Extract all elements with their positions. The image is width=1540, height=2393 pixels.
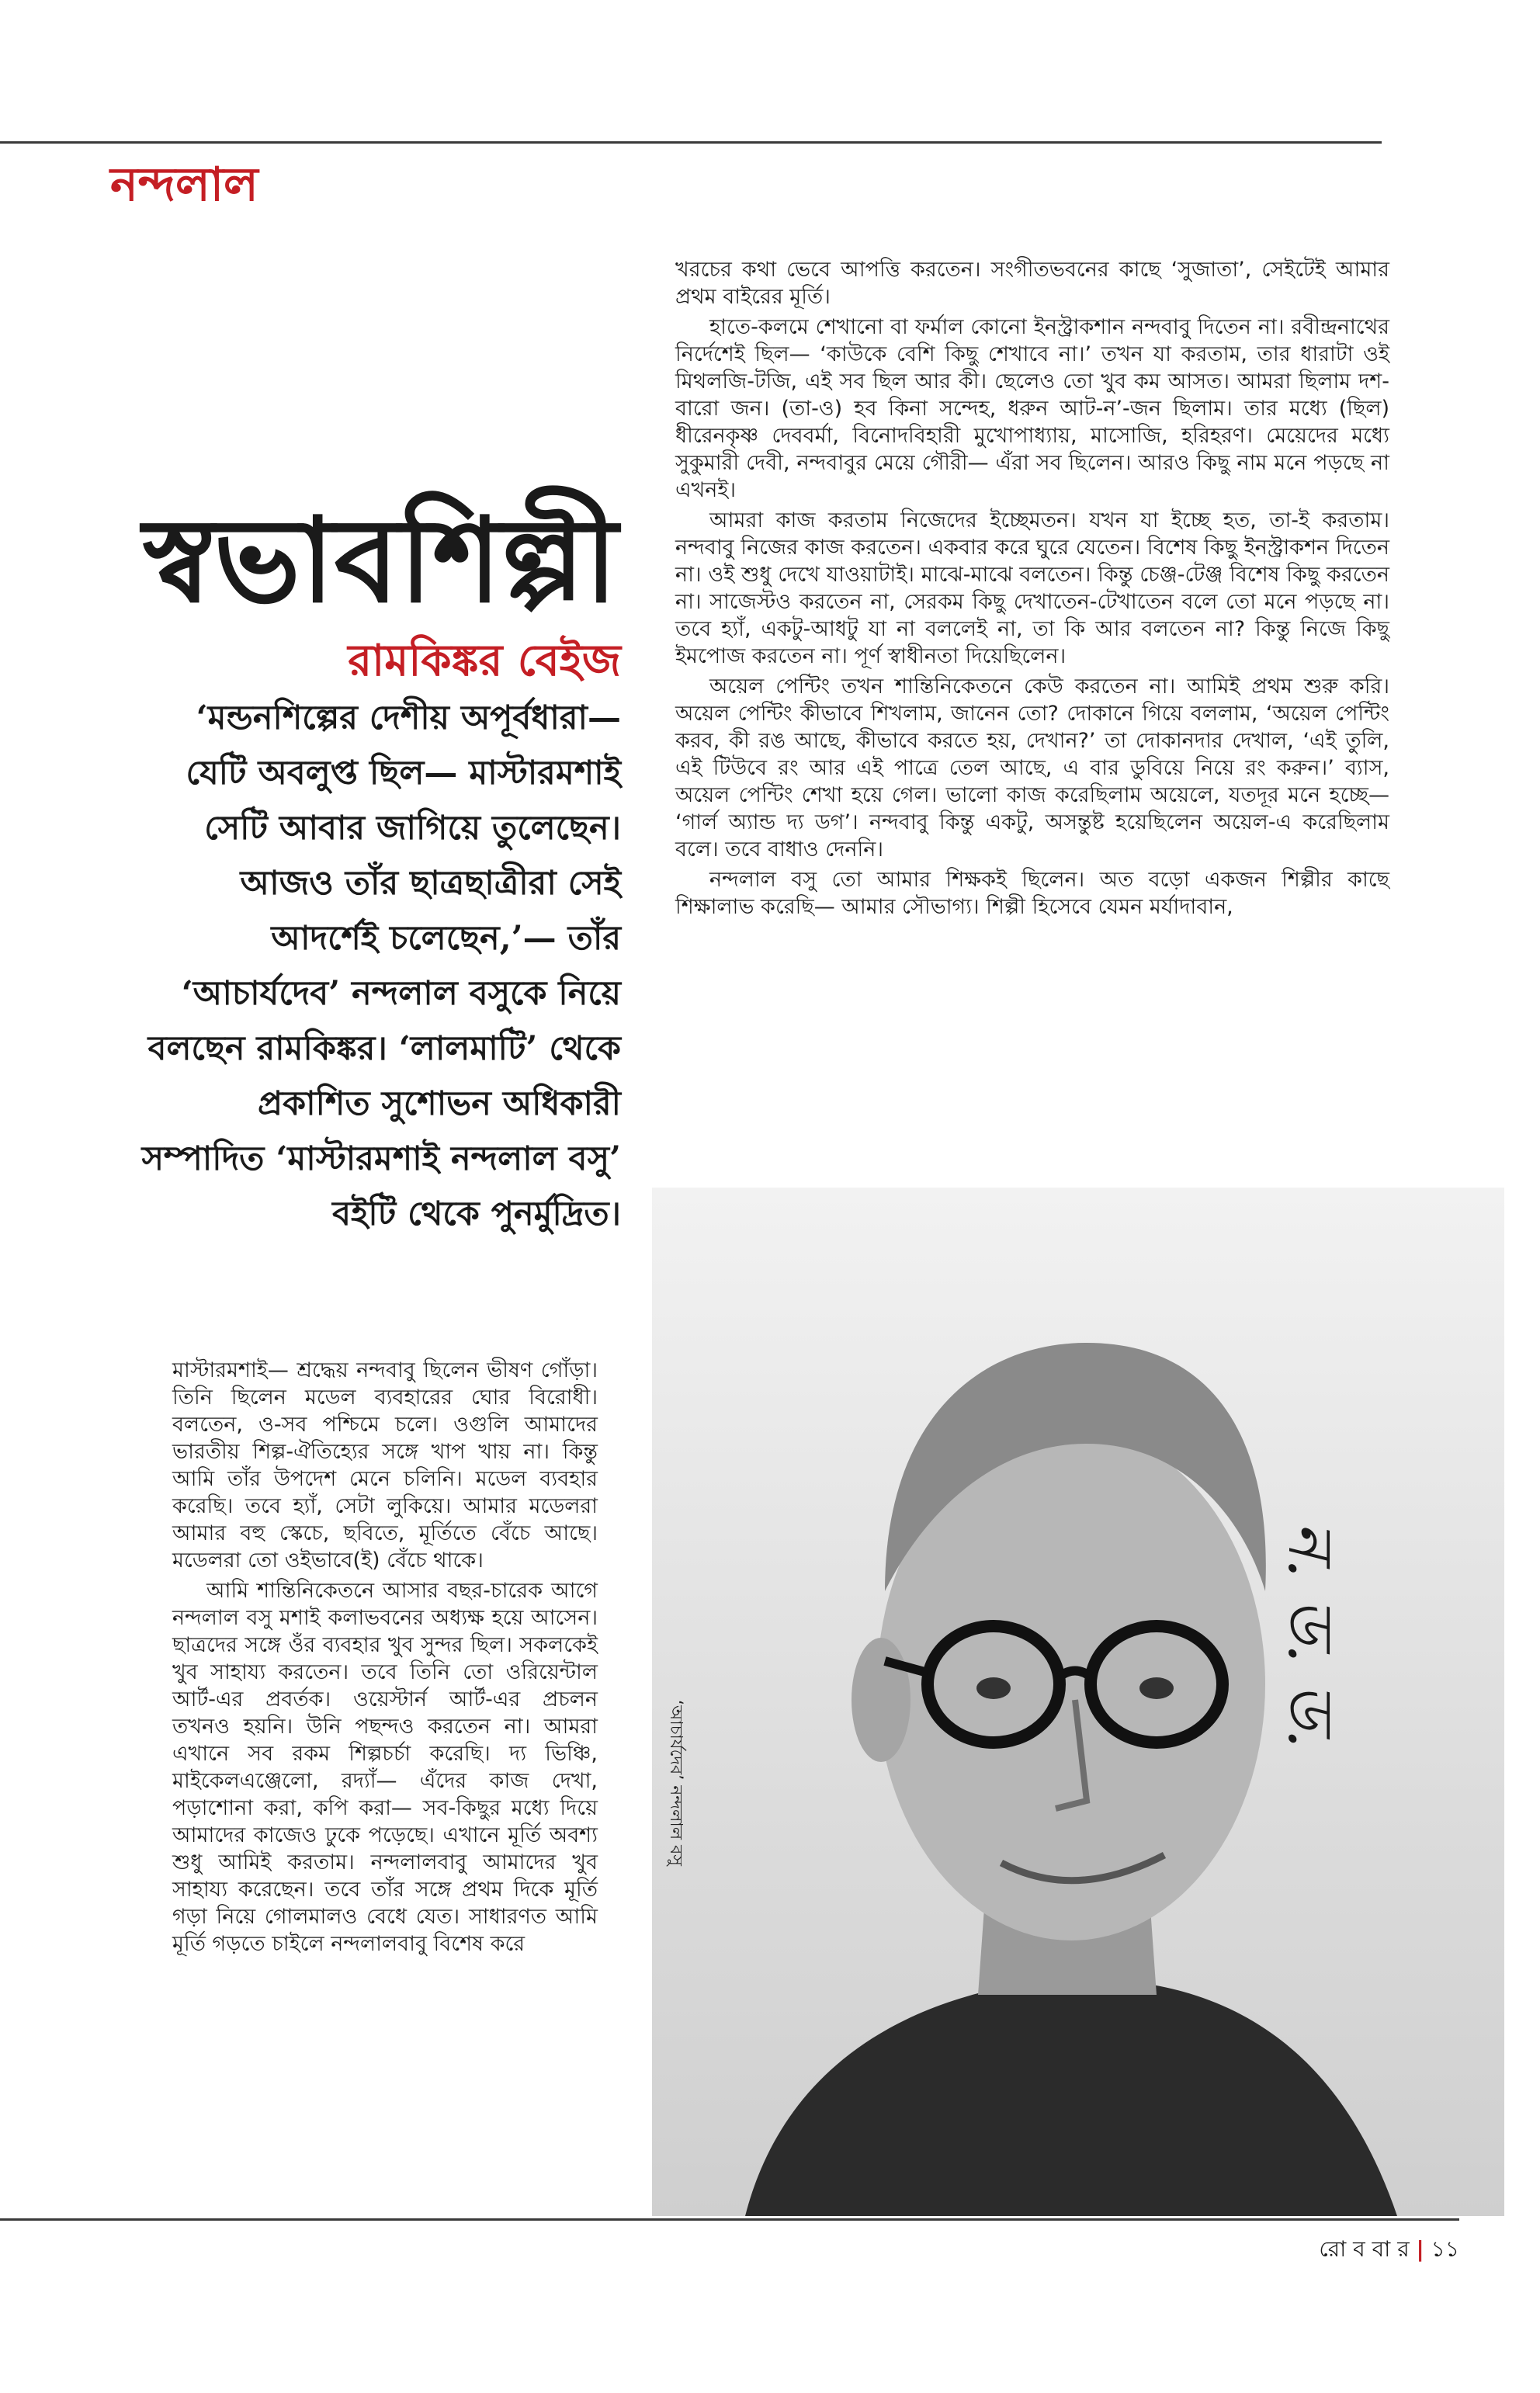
right-paragraph-3: আমরা কাজ করতাম নিজেদের ইচ্ছেমতন। যখন যা ইচ্ছে হত, তা-ই করতাম। নন্দবাবু নিজের কাজ করতেন। একবার করে ঘুরে যেতেন। বিশেষ কিছু ইনস্ট্রাকশন দিতেন না। ওই শুধু দেখে যাওয়াটাই। মাঝে-মাঝে বলতেন। কিন্তু চেঞ্জ-টেঞ্জ বিশেষ কিছু করতেন না। সাজেস্টও করতেন না, সেরকম কিছু দেখাতেন-টেখাতেন বলে তো মনে পড়ছে না। তবে হ্যাঁ, একটু-আধটু যা না বললেই না, তা কি আর বলতেন না? কিন্তু নিজে কিছু ইমপোজ করতেন না। পূর্ণ স্বাধীনতা দিয়েছিলেন। <box>675 508 1389 668</box>
article-standfirst: ‘মন্ডনশিল্পের দেশীয় অপূর্বধারা— যেটি অবলুপ্ত ছিল— মাস্টারমশাই সেটি আবার জাগিয়ে তুলেছেন। আজও তাঁর ছাত্রছাত্রীরা সেই আদর্শেই চলেছেন,’— তাঁর ‘আচার্যদেব’ নন্দলাল বসুকে নিয়ে বলছেন রামকিঙ্কর। ‘লালমাটি’ থেকে প্রকাশিত সুশোভন অধিকারী সম্পাদিত ‘মাস্টারমশাই নন্দলাল বসু’ বইটি থেকে পুনর্মুদ্রিত। <box>141 699 621 1233</box>
publication-name: রো ব বা র <box>1319 2236 1410 2262</box>
left-paragraph-1: মাস্টারমশাই— শ্রদ্ধেয় নন্দবাবু ছিলেন ভীষণ গোঁড়া। তিনি ছিলেন মডেল ব্যবহারের ঘোর বিরোধী। বলতেন, ও-সব পশ্চিমে চলে। ওগুলি আমাদের ভারতীয় শিল্প-ঐতিহ্যের সঙ্গে খাপ খায় না। কিন্তু আমি তাঁর উপদেশ মেনে চলিনি। মডেল ব্যবহার করেছি। তবে হ্যাঁ, সেটা লুকিয়ে। আমার মডেলরা আমার বহু স্কেচে, ছবিতে, মূর্তিতে বেঁচে আছে। মডেলরা তো ওইভাবে(ই) বেঁচে থাকে। <box>172 1358 598 1573</box>
portrait-photo <box>652 1188 1504 2216</box>
bottom-rule <box>0 2218 1459 2221</box>
portrait-illustration <box>652 1188 1504 2216</box>
article-byline: রামকিঙ্কর বেইজ <box>348 635 621 686</box>
page-number: ১১ <box>1431 2236 1459 2262</box>
top-rule <box>0 141 1382 144</box>
right-paragraph-5: নন্দলাল বসু তো আমার শিক্ষকই ছিলেন। অত বড়ো একজন শিল্পীর কাছে শিক্ষালাভ করেছি— আমার সৌভাগ্য। শিল্পী হিসেবে যেমন মর্যাদাবান, <box>675 868 1389 919</box>
right-paragraph-2: হাতে-কলমে শেখানো বা ফর্মাল কোনো ইনস্ট্রাকশান নন্দবাবু দিতেন না। রবীন্দ্রনাথের নির্দেশেই ছিল— ‘কাউকে বেশি কিছু শেখাবে না।’ তখন যা করতাম, তার ধারাটা ওই মিথলজি-টজি, এই সব ছিল আর কী। ছেলেও তো খুব কম আসত। আমরা ছিলাম দশ-বারো জন। (তা-ও) হব কিনা সন্দেহ, ধরুন আট-ন’-জন ছিলাম। তার মধ্যে (ছিল) ধীরেনকৃষ্ণ দেববর্মা, বিনোদবিহারী মুখোপাধ্যায়, মাসোজি, হরিহরণ। মেয়েদের মধ্যে সুকুমারী দেবী, নন্দবাবুর মেয়ে গৌরী— এঁরা সব ছিলেন। আরও কিছু নাম মনে পড়ছে না এখনই। <box>675 315 1389 502</box>
page-footer <box>1211 2232 1459 2269</box>
photo-signature: ন. ড. ড. <box>1275 1521 1347 1749</box>
right-paragraph-1: খরচের কথা ভেবে আপত্তি করতেন। সংগীতভবনের কাছে ‘সুজাতা’, সেইটেই আমার প্রথম বাইরের মূর্তি। <box>675 258 1389 309</box>
right-column <box>675 256 1389 924</box>
section-label: নন্দলাল <box>110 158 258 212</box>
photo-caption: ‘আচার্যদেব’ নন্দলাল বসু <box>666 1700 685 1866</box>
left-column <box>172 1357 598 1961</box>
right-paragraph-4: অয়েল পেন্টিং তখন শান্তিনিকেতনে কেউ করতেন না। আমিই প্রথম শুরু করি। অয়েল পেন্টিং কীভাবে শিখলাম, জানেন তো? দোকানে গিয়ে বললাম, ‘অয়েল পেন্টিং করব, কী রঙ আছে, কীভাবে করতে হয়, দেখান?’ তা দোকানদার দেখাল, ‘এই তুলি, এই টিউবে রং আর এই পাত্রে তেল আছে, এ বার ডুবিয়ে নিয়ে রং করুন।’ ব্যাস, অয়েল পেন্টিং শেখা হয়ে গেল। ভালো কাজ করেছিলাম অয়েলে, যতদূর মনে হচ্ছে— ‘গার্ল অ্যান্ড দ্য ডগ’। নন্দবাবু কিন্তু একটু, অসন্তুষ্ট হয়েছিলেন অয়েল-এ করেছিলাম বলে। তবে বাধাও দেননি। <box>675 675 1389 862</box>
footer-separator: | <box>1416 2236 1424 2262</box>
article-title: স্বভাবশিল্পী <box>143 492 618 629</box>
left-paragraph-2: আমি শান্তিনিকেতনে আসার বছর-চারেক আগে নন্দলাল বসু মশাই কলাভবনের অধ্যক্ষ হয়ে আসেন। ছাত্রদের সঙ্গে ওঁর ব্যবহার খুব সুন্দর ছিল। সকলকেই খুব সাহায্য করতেন। তবে তিনি তো ওরিয়েন্টাল আর্ট-এর প্রবর্তক। ওয়েস্টার্ন আর্ট-এর প্রচলন তখনও হয়নি। উনি পছন্দও করতেন না। আমরা এখানে সব রকম শিল্পচর্চা করেছি। দ্য ভিঞ্চি, মাইকেলএঞ্জেলো, রদ্যাঁ— এঁদের কাজ দেখা, পড়াশোনা করা, কপি করা— সব-কিছুর মধ্যে দিয়ে আমাদের কাজেও ঢুকে পড়েছে। এখানে মূর্তি অবশ্য শুধু আমিই করতাম। নন্দলালবাবু আমাদের খুব সাহায্য করেছেন। তবে তাঁর সঙ্গে প্রথম দিকে মূর্তি গড়া নিয়ে গোলমালও বেধে যেত। সাধারণত আমি মূর্তি গড়তে চাইলে নন্দলালবাবু বিশেষ করে <box>172 1579 598 1956</box>
